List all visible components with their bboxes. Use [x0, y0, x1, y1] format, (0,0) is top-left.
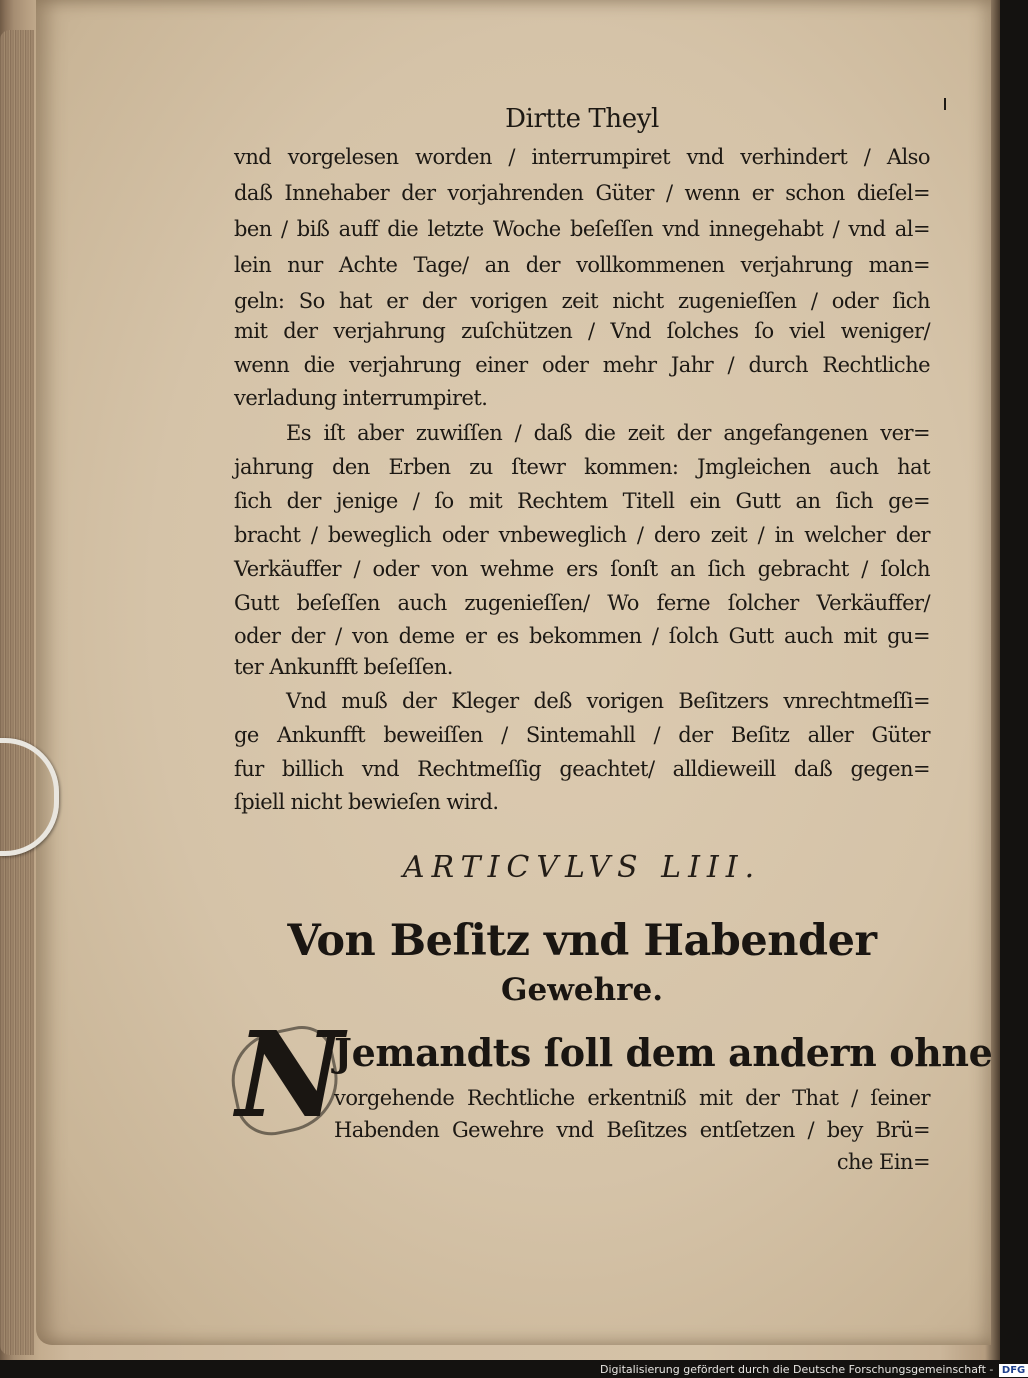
text-line: fur billich vnd Rechtmeſſig geachtet/ alldieweill daß gegen= — [234, 757, 930, 781]
text-line: wenn die verjahrung einer oder mehr Jahr / durch Rechtliche — [234, 353, 930, 377]
text-line: Gutt beſeſſen auch zugenieſſen/ Wo ferne ſolcher Verkäuffer/ — [234, 591, 930, 615]
section-heading-continued: Gewehre. — [501, 972, 663, 1008]
text-line: ge Ankunfft beweiſſen / Sintemahll / der Beſitz aller Güter — [234, 723, 930, 747]
margin-mark — [944, 98, 946, 110]
text-line: vorgehende Rechtliche erkentniß mit der That / ſeiner — [334, 1086, 930, 1110]
dfg-logo[interactable]: DFG — [999, 1364, 1028, 1377]
digitization-footer — [600, 1362, 1026, 1378]
book-page-edges — [0, 30, 34, 1355]
funding-credit: Digitalisierung gefördert durch die Deutsche Forschungsgemeinschaft - — [600, 1363, 994, 1376]
text-line: Vnd muß der Kleger deß vorigen Beſitzers vnrechtmeſſi= — [286, 689, 930, 713]
text-line: oder der / von deme er es bekommen / ſolch Gutt auch mit gu= — [234, 624, 930, 648]
text-line: Verkäuffer / oder von wehme ers ſonſt an ſich gebracht / ſolch — [234, 557, 930, 581]
text-line: ben / biß auff die letzte Woche beſeſſen vnd innegehabt / vnd al= — [234, 217, 930, 241]
text-line: mit der verjahrung zuſchützen / Vnd ſolches ſo viel weniger/ — [234, 319, 930, 343]
text-line: Es iſt aber zuwiſſen / daß die zeit der angefangenen ver= — [286, 421, 930, 445]
text-line: geln: So hat er der vorigen zeit nicht zugenieſſen / oder ſich — [234, 289, 930, 313]
section-heading: Von Beſitz vnd Habender — [287, 916, 877, 966]
text-line: ſpiell nicht bewieſen wird. — [234, 790, 499, 814]
opening-line: Jemandts ſoll dem andern ohne — [334, 1030, 993, 1075]
decorated-initial: N — [236, 1005, 344, 1144]
text-line: jahrung den Erben zu ſtewr kommen: Jmgleichen auch hat — [234, 455, 930, 479]
text-line: Habenden Gewehre vnd Beſitzes entſetzen / bey Brü= — [334, 1118, 930, 1142]
running-head: Dirtte Theyl — [505, 104, 659, 134]
text-line: che Ein= — [836, 1150, 930, 1174]
text-line: verladung interrumpiret. — [234, 386, 488, 410]
article-number: ARTICVLVS LIII. — [402, 850, 762, 885]
text-line: daß Innehaber der vorjahrenden Güter / wenn er schon dieſel= — [234, 181, 930, 205]
text-line: bracht / beweglich oder vnbeweglich / dero zeit / in welcher der — [234, 523, 930, 547]
text-line: ter Ankunfft beſeſſen. — [234, 655, 453, 679]
text-line: vnd vorgelesen worden / interrumpiret vnd verhindert / Also — [234, 145, 930, 169]
text-line: ſich der jenige / ſo mit Rechtem Titell ein Gutt an ſich ge= — [234, 489, 930, 513]
text-line: lein nur Achte Tage/ an der vollkommenen verjahrung man= — [234, 253, 930, 277]
